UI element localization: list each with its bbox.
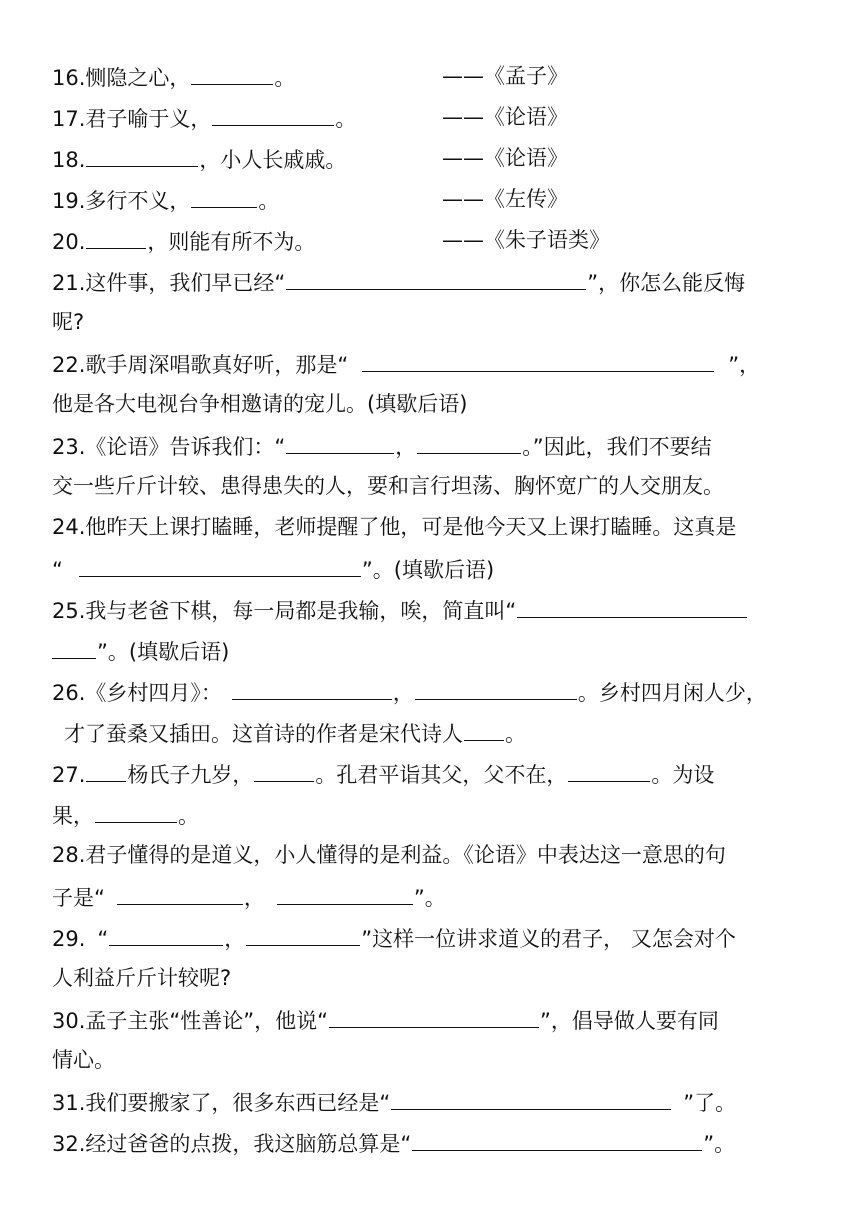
- question-text: 我与老爸下棋，每一局都是我输，唉，简直叫“: [85, 599, 517, 623]
- question-text: 多行不义，: [85, 189, 191, 213]
- question-28-cont: [52, 882, 823, 912]
- question-16: [52, 62, 823, 92]
- question-29-cont: [52, 964, 823, 994]
- question-text: 才了蚕桑又插田。这首诗的作者是宋代诗人: [64, 722, 463, 746]
- question-text: 果，: [52, 804, 94, 828]
- answer-blank[interactable]: [415, 677, 577, 700]
- question-32: [52, 1128, 823, 1158]
- question-28: [52, 841, 823, 871]
- answer-blank[interactable]: [568, 759, 650, 782]
- question-text: ，小人长戚戚。: [199, 148, 347, 172]
- question-text: 。乡村四月闲人少，: [577, 681, 767, 705]
- question-30: [52, 1005, 823, 1035]
- question-text: ，: [243, 886, 265, 910]
- question-text: 。孔君平诣其父，父不在，: [315, 763, 568, 787]
- question-21: [52, 267, 823, 297]
- question-text: ”了。: [683, 1091, 737, 1115]
- question-text: 呢?: [52, 310, 85, 334]
- question-26-cont: [64, 718, 823, 748]
- answer-blank[interactable]: [464, 718, 504, 741]
- question-24-cont: [52, 554, 823, 584]
- question-17: [52, 103, 823, 133]
- question-27: [52, 759, 823, 789]
- question-text: ”。: [413, 886, 446, 910]
- question-number: 22.: [52, 353, 86, 377]
- answer-blank[interactable]: [232, 677, 392, 700]
- answer-blank[interactable]: [329, 1005, 539, 1028]
- question-text: ”。: [703, 1132, 736, 1156]
- question-text: 恻隐之心，: [85, 66, 191, 90]
- answer-blank[interactable]: [79, 554, 361, 577]
- source-citation: ——《论语》: [442, 105, 568, 129]
- question-text: 人利益斤斤计较呢?: [52, 966, 232, 990]
- question-text: ，: [395, 435, 417, 459]
- question-number: 31.: [52, 1091, 86, 1115]
- question-19: [52, 185, 823, 215]
- question-text: 交一些斤斤计较、患得患失的人，要和言行坦荡、胸怀宽广的人交朋友。: [52, 474, 724, 498]
- question-text: 经过爸爸的点拨，我这脑筋总算是“: [85, 1132, 412, 1156]
- question-30-cont: [52, 1046, 823, 1076]
- question-text: ”，你怎么能反悔: [587, 271, 746, 295]
- question-text: ”。(填歇后语): [97, 640, 230, 664]
- question-text: 这件事，我们早已经“: [85, 271, 286, 295]
- question-18: [52, 144, 823, 174]
- question-text: 。: [178, 804, 199, 828]
- question-text: “: [97, 927, 109, 951]
- question-20: [52, 226, 823, 256]
- question-24: [52, 513, 823, 543]
- question-23-cont: [52, 472, 823, 502]
- answer-blank[interactable]: [246, 923, 360, 946]
- question-text: 杨氏子九岁，: [127, 763, 254, 787]
- answer-blank[interactable]: [391, 1087, 671, 1110]
- question-number: 29.: [52, 927, 86, 951]
- answer-blank[interactable]: [254, 759, 314, 782]
- question-text: 子是“: [52, 886, 105, 910]
- source-citation: ——《朱子语类》: [442, 228, 610, 252]
- question-text: 《乡村四月》：: [85, 681, 222, 705]
- question-text: 君子懂得的是道义，小人懂得的是利益。《论语》中表达这一意思的句: [85, 843, 726, 867]
- question-text: 。: [335, 107, 357, 131]
- question-text: 情心。: [52, 1048, 115, 1072]
- question-29: [52, 923, 823, 953]
- question-25: [52, 595, 823, 625]
- question-number: 24.: [52, 515, 86, 539]
- answer-blank[interactable]: [52, 636, 96, 659]
- question-text: 孟子主张“性善论”，他说“: [85, 1009, 329, 1033]
- answer-blank[interactable]: [191, 62, 273, 85]
- question-number: 27.: [52, 763, 86, 787]
- question-text: 君子喻于义，: [85, 107, 212, 131]
- answer-blank[interactable]: [95, 800, 177, 823]
- question-text: 。为设: [651, 763, 715, 787]
- question-number: 21.: [52, 271, 86, 295]
- question-26: [52, 677, 823, 707]
- question-text: 。: [258, 189, 280, 213]
- question-number: 16.: [52, 66, 86, 90]
- source-citation: ——《孟子》: [442, 64, 568, 88]
- question-number: 32.: [52, 1132, 86, 1156]
- question-number: 18.: [52, 148, 86, 172]
- answer-blank[interactable]: [191, 185, 257, 208]
- answer-blank[interactable]: [109, 923, 223, 946]
- question-text: “: [52, 558, 63, 582]
- answer-blank[interactable]: [286, 267, 586, 290]
- question-text: 他是各大电视台争相邀请的宠儿。(填歇后语): [52, 392, 468, 416]
- question-text: ，: [224, 927, 246, 951]
- question-text: ，则能有所不为。: [147, 230, 316, 254]
- question-text: ”，: [728, 353, 761, 377]
- question-25-cont: [52, 636, 823, 666]
- question-22-cont: [52, 390, 823, 420]
- source-citation: ——《左传》: [442, 187, 568, 211]
- answer-blank[interactable]: [277, 882, 413, 905]
- question-number: 17.: [52, 107, 86, 131]
- question-number: 26.: [52, 681, 86, 705]
- answer-blank[interactable]: [86, 759, 126, 782]
- question-text: 他昨天上课打瞌睡，老师提醒了他，可是他今天又上课打瞌睡。这真是: [85, 515, 737, 539]
- answer-blank[interactable]: [362, 349, 714, 372]
- question-21-cont: [52, 308, 823, 338]
- answer-blank[interactable]: [417, 431, 521, 454]
- question-text: ”。(填歇后语): [361, 558, 495, 582]
- answer-blank[interactable]: [117, 882, 243, 905]
- question-text: ，: [392, 681, 414, 705]
- source-citation: ——《论语》: [442, 146, 568, 170]
- question-text: 《论语》告诉我们：“: [85, 435, 286, 459]
- answer-blank[interactable]: [212, 103, 334, 126]
- question-22: [52, 349, 823, 379]
- question-number: 20.: [52, 230, 86, 254]
- question-number: 25.: [52, 599, 86, 623]
- question-number: 19.: [52, 189, 86, 213]
- answer-blank[interactable]: [86, 226, 146, 249]
- answer-blank[interactable]: [517, 595, 747, 618]
- question-27-cont: [52, 800, 823, 830]
- question-text: ”，倡导做人要有同: [540, 1009, 719, 1033]
- question-text: 。: [274, 66, 296, 90]
- question-text: 歌手周深唱歌真好听，那是“: [85, 353, 349, 377]
- question-number: 23.: [52, 435, 86, 459]
- question-31: [52, 1087, 823, 1117]
- question-23: [52, 431, 823, 461]
- answer-blank[interactable]: [286, 431, 394, 454]
- question-number: 28.: [52, 843, 86, 867]
- question-text: 我们要搬家了，很多东西已经是“: [85, 1091, 391, 1115]
- question-text: 。”因此，我们不要结: [522, 435, 712, 459]
- question-text: 。: [505, 722, 526, 746]
- answer-blank[interactable]: [86, 144, 198, 167]
- question-number: 30.: [52, 1009, 86, 1033]
- answer-blank[interactable]: [412, 1128, 702, 1151]
- question-text: ”这样一位讲求道义的君子， 又怎会对个: [361, 927, 736, 951]
